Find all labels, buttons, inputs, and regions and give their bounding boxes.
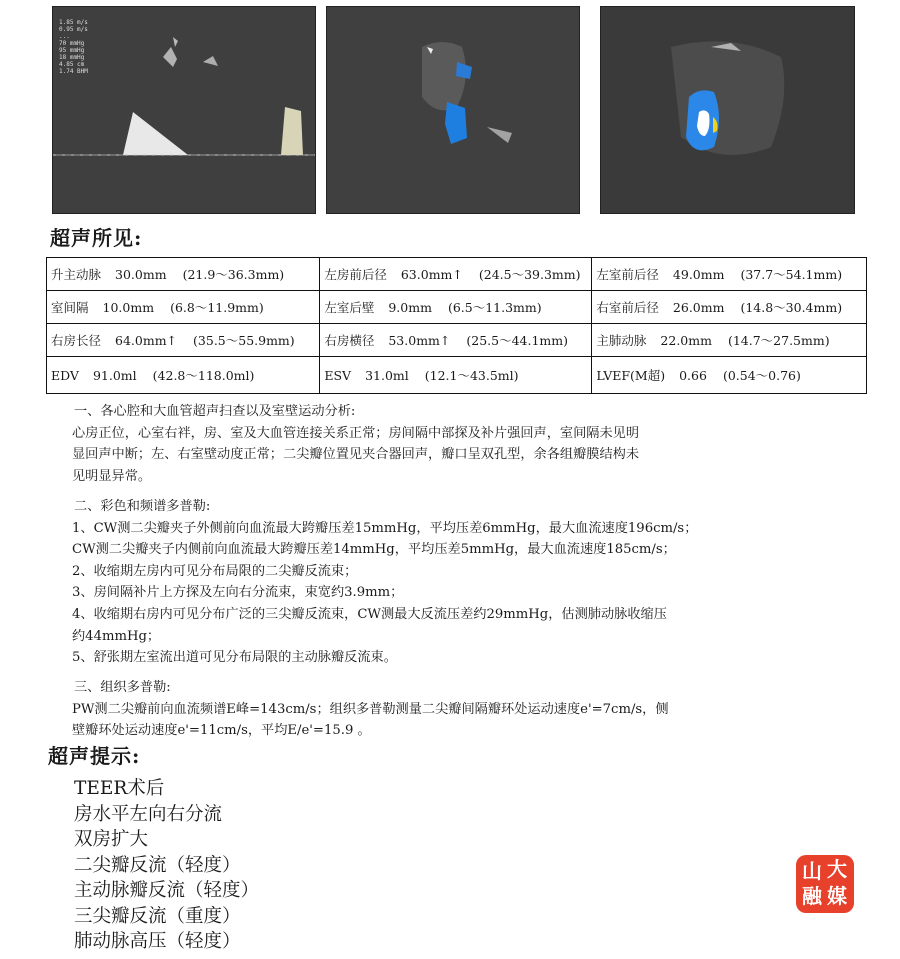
overlay-line: 1.85 m/s bbox=[59, 19, 88, 26]
table-cell bbox=[47, 357, 320, 394]
cell-name: 左室后壁 bbox=[324, 300, 375, 315]
section-heading: 一、各心腔和大血管超声扫查以及室壁运动分析: bbox=[74, 404, 356, 419]
text-line: 3、房间隔补片上方探及左向右分流束，束宽约3.9mm； bbox=[72, 585, 404, 601]
color-doppler-image-1 bbox=[326, 6, 580, 214]
cell-range: (42.8～118.0ml) bbox=[152, 368, 255, 383]
cell-value: 9.0mm bbox=[388, 300, 432, 315]
table-row bbox=[47, 258, 867, 291]
conclusion-list bbox=[74, 776, 259, 955]
text-line: 4、收缩期右房内可见分布广泛的三尖瓣反流束，CW测最大反流压差约29mmHg，估测肺动脉收缩压 bbox=[72, 606, 667, 622]
table-cell bbox=[320, 324, 592, 357]
table-row bbox=[47, 357, 867, 394]
cell-range: (24.5～39.3mm) bbox=[478, 267, 581, 282]
text-line: 心房正位，心室右袢，房、室及大血管连接关系正常；房间隔中部探及补片强回声，室间隔未见明 bbox=[72, 425, 640, 441]
logo-char: 融 bbox=[802, 884, 822, 908]
cell-name: 室间隔 bbox=[51, 300, 89, 315]
table-cell bbox=[47, 291, 320, 324]
cell-name: 左室前后径 bbox=[596, 267, 659, 282]
cell-value: 10.0mm bbox=[102, 300, 155, 315]
cell-range: (0.54～0.76) bbox=[722, 368, 801, 383]
conclusion-item: TEER术后 bbox=[74, 778, 165, 799]
cell-value: 53.0mm↑ bbox=[388, 333, 451, 348]
conclusion-item: 三尖瓣反流（重度） bbox=[74, 905, 241, 927]
cell-name: EDV bbox=[51, 368, 79, 383]
cell-value: 49.0mm bbox=[672, 267, 725, 282]
section-heading: 二、彩色和频谱多普勒: bbox=[74, 499, 211, 514]
text-line: PW测二尖瓣前向血流频谱E峰=143cm/s；组织多普勒测量二尖瓣间隔瓣环处运动速度e'=7cm/s，侧 bbox=[72, 701, 669, 717]
cell-name: ESV bbox=[324, 368, 352, 383]
cell-value: 30.0mm bbox=[115, 267, 167, 282]
text-line: CW测二尖瓣夹子内侧前向血流最大跨瓣压差14mmHg，平均压差5mmHg，最大血流速度185cm/s； bbox=[72, 542, 676, 558]
cell-range: (35.5～55.9mm) bbox=[193, 333, 295, 348]
logo-char: 大 bbox=[827, 857, 847, 881]
cell-range: (37.7～54.1mm) bbox=[740, 267, 843, 282]
cell-name: 右室前后径 bbox=[596, 300, 659, 315]
overlay-line: 4.85 cm bbox=[59, 61, 85, 68]
section-tissue-doppler bbox=[72, 677, 832, 742]
cell-range: (21.9～36.3mm) bbox=[182, 267, 285, 282]
table-cell bbox=[592, 324, 867, 357]
cell-name: 右房长径 bbox=[51, 333, 102, 348]
overlay-line: 70 mmHg bbox=[59, 40, 85, 47]
text-line: 见明显异常。 bbox=[72, 468, 152, 484]
conclusion-item: 房水平左向右分流 bbox=[74, 803, 223, 825]
text-line: 1、CW测二尖瓣夹子外侧前向血流最大跨瓣压差15mmHg，平均压差6mmHg，最大血流速度196cm/s； bbox=[72, 520, 698, 536]
conclusion-item: 二尖瓣反流（轻度） bbox=[74, 854, 241, 876]
cell-name: 主肺动脉 bbox=[596, 333, 647, 348]
table-cell bbox=[320, 357, 592, 394]
color-doppler-image-2 bbox=[600, 6, 855, 214]
conclusion-item: 肺动脉高压（轻度） bbox=[74, 931, 241, 952]
table-cell bbox=[592, 357, 867, 394]
cell-value: 91.0ml bbox=[92, 368, 137, 383]
conclusion-title: 超声提示: bbox=[48, 744, 141, 768]
table-cell bbox=[47, 258, 320, 291]
doppler-spectrum-image bbox=[52, 6, 316, 214]
overlay-line: ... bbox=[59, 33, 70, 40]
logo-char: 山 bbox=[802, 859, 822, 883]
cell-name: 升主动脉 bbox=[51, 267, 102, 282]
cell-range: (6.5～11.3mm) bbox=[447, 300, 542, 315]
conclusion-item: 主动脉瓣反流（轻度） bbox=[74, 880, 260, 901]
cell-range: (14.8～30.4mm) bbox=[740, 300, 843, 315]
cell-name: 右房横径 bbox=[324, 333, 375, 348]
cell-range: (14.7～27.5mm) bbox=[727, 333, 830, 348]
cell-value: 26.0mm bbox=[672, 300, 725, 315]
media-logo bbox=[796, 855, 854, 913]
logo-char: 媒 bbox=[827, 884, 847, 908]
image-overlay-text bbox=[59, 19, 88, 75]
text-line: 壁瓣环处运动速度e'=11cm/s，平均E/e'=15.9 。 bbox=[72, 723, 371, 739]
text-line: 约44mmHg； bbox=[72, 628, 161, 644]
cell-value: 22.0mm bbox=[660, 333, 712, 348]
table-cell bbox=[47, 324, 320, 357]
conclusion-item: 双房扩大 bbox=[74, 829, 149, 850]
overlay-line: 1.74 BHM bbox=[59, 68, 88, 75]
overlay-line: 0.95 m/s bbox=[59, 26, 88, 33]
cell-range: (6.8～11.9mm) bbox=[170, 300, 264, 315]
table-cell bbox=[320, 291, 592, 324]
table-cell bbox=[592, 258, 867, 291]
section-heading: 三、组织多普勒: bbox=[74, 680, 171, 695]
section-doppler bbox=[72, 496, 832, 669]
cell-value: 0.66 bbox=[679, 368, 707, 383]
cell-range: (25.5～44.1mm) bbox=[466, 333, 568, 348]
findings-title: 超声所见: bbox=[50, 226, 143, 250]
text-line: 显回声中断；左、右室壁动度正常；二尖瓣位置见夹合器回声，瓣口呈双孔型，余各组瓣膜结构未 bbox=[72, 447, 640, 463]
table-row bbox=[47, 324, 867, 357]
section-wall-motion bbox=[72, 401, 832, 487]
text-line: 5、舒张期左室流出道可见分布局限的主动脉瓣反流束。 bbox=[72, 650, 397, 666]
table-row bbox=[47, 291, 867, 324]
table-cell bbox=[592, 291, 867, 324]
overlay-line: 18 mmHg bbox=[59, 54, 85, 61]
text-line: 2、收缩期左房内可见分布局限的二尖瓣反流束； bbox=[72, 563, 358, 579]
cell-value: 63.0mm↑ bbox=[400, 267, 463, 282]
measurement-table bbox=[46, 257, 867, 394]
overlay-line: 95 mmHg bbox=[59, 47, 85, 54]
cell-value: 64.0mm↑ bbox=[115, 333, 178, 348]
cell-value: 31.0ml bbox=[365, 368, 409, 383]
cell-name: 左房前后径 bbox=[324, 267, 387, 282]
cell-name: LVEF(M超) bbox=[596, 368, 666, 383]
cell-range: (12.1～43.5ml) bbox=[424, 368, 519, 383]
table-cell bbox=[320, 258, 592, 291]
